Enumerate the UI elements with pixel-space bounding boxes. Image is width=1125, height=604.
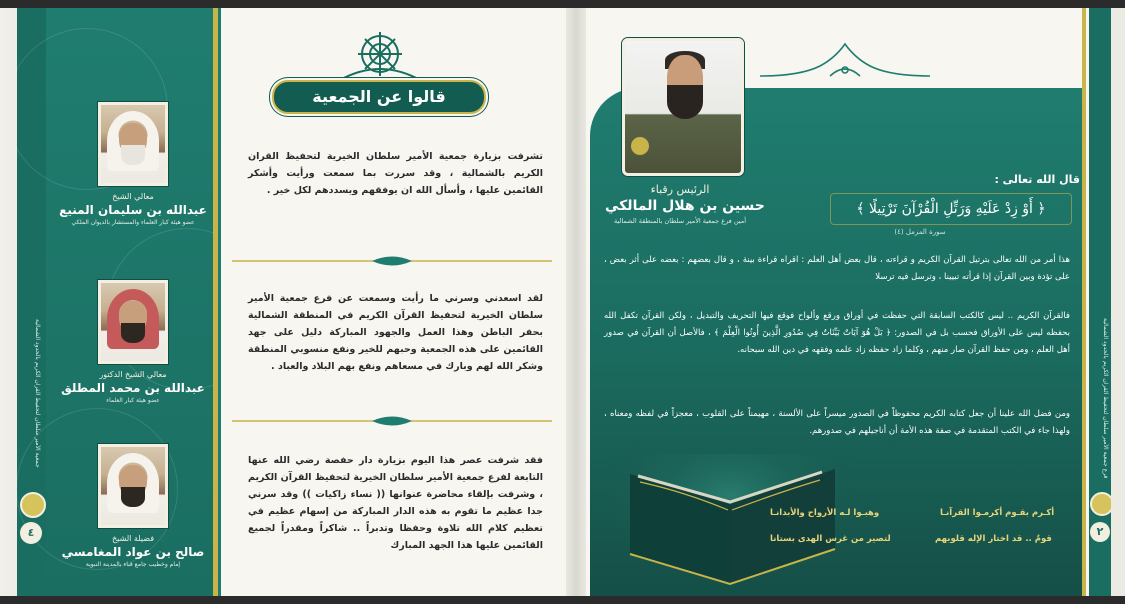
right-side-tab [1089, 8, 1111, 596]
testimonial-text: تشرفت بزيارة جمعية الأمير سلطان الخيرية لتحفيظ القران الكريم بالشمالية ، وقد سررت بما سمعت ورأيت وأشكر القائمين عليها ، وأسأل الله ان يوفقهم ويسددهم لكل خير . [248, 151, 543, 196]
surah-reference: سورة المزمل (٤) [894, 228, 946, 236]
poem-line: قومٌ .. قد اختار الإله قلوبهم [935, 534, 1052, 544]
person-name: صالح بن عواد المغامسي [61, 545, 205, 559]
left-page-number: ٤ [20, 522, 42, 544]
poem-line: لتصير من غرس الهدى بستانا [770, 534, 891, 544]
intro-label: قال الله تعالى : [994, 173, 1080, 186]
person-photo [98, 444, 168, 528]
left-side-tab-text: جمعية الأمير سلطان لتحفيظ القرآن الكريم بالحدود الشمالية [34, 319, 41, 468]
right-page-number: ٢ [1090, 522, 1110, 542]
person-role: عضو هيئة كبار العلماء والمستشار بالديوان الملكي [71, 219, 195, 226]
magazine-spread [0, 8, 1125, 596]
testimonial-text: فقد شرفت عصر هذا اليوم بزيارة دار حفصة رضي الله عنها التابعة لفرع جمعية الأمير سلطان الخيرية لتحفيظ القرآن الكريم ، وشرفت بإلقاء محاضرة عنوانها (( نساء زاكيات )) وقد سرني جدا عظيم ما تقوم به هذه الدار المباركة من إسهام عظيم في تعظيم كلام الله تلاوة وحفظا وتدبراً .. شاكراً ومقدراً لجميع القائمين عليها هذا الجهد المبارك [248, 455, 543, 551]
chief-name: حسين بن هلال المالكي [605, 198, 765, 214]
body-paragraph: هذا أمر من الله تعالى بترتيل القرآن الكريم و قراءته ، قال بعض أهل العلم : اقراه قراءة بينة ، و قال بعضهم : بعضه على أثر بعض ، على تؤدة وبين القرآن إذا قرأته تبيينا ، وترسل فيه ترسلا [604, 255, 1070, 282]
person-name: عبدالله بن سليمان المنيع [59, 203, 207, 217]
ornament-icon [335, 28, 425, 86]
quran-verse: ﴿ أَوْ زِدْ عَلَيْهِ وَرَتِّلِ الْقُرْآنَ تَرْتِيلًا ﴾ [830, 193, 1072, 225]
person-card [58, 280, 208, 404]
body-paragraph: ومن فضل الله علينا أن جعل كتابه الكريم محفوظاً في الصدور ميسراً على الألسنة ، مهيمناً على القلوب ، معجزاً في لفظه ومعناه ، ولهذا جاء في الكتب المتقدمة في صفة هذه الأمة أن أناجيلهم في صدورهم. [604, 409, 1070, 436]
person-name: عبدالله بن محمد المطلق [61, 381, 205, 395]
person-role: عضو هيئة كبار العلماء [106, 397, 160, 404]
testimonial-text: لقد اسعدني وسرني ما رأيت وسمعت عن فرع جمعية الأمير سلطان الخيرية لتحفيظ القرآن الكريم في المنطقة الشمالية بحفر الباطن وهذا العمل والجهود المباركة دليل على جهد القائمين على هذه الجمعية وحبهم للخير ونفع منسوبي المنطقة وشكر الله لهم وبارك في مسعاهم ونفع بهم البلاد والعباد . [248, 293, 543, 372]
divider-ornament-icon [232, 256, 552, 266]
chief-photo [622, 38, 744, 176]
chief-role: أمين فرع جمعية الأمير سلطان بالمنطقة الشمالية [613, 217, 747, 225]
poem-line: وهبـوا لـه الأرواح والأبدانـا [770, 508, 880, 518]
person-card [58, 102, 208, 226]
poem-line: أكـرم بقـوم أكرمـوا القرآنـا [940, 508, 1055, 518]
person-photo [98, 102, 168, 186]
page-gutter [566, 8, 586, 596]
person-title: فضيلة الشيخ [111, 534, 155, 543]
divider-ornament-icon [232, 416, 552, 426]
person-photo [98, 280, 168, 364]
right-page-edge [1111, 8, 1125, 596]
person-card [58, 444, 208, 568]
person-role: إمام وخطيب جامع قباء بالمدينة النبوية [85, 561, 181, 568]
ornament-icon [760, 40, 930, 82]
body-paragraph: فالقرآن الكريم .. ليس كالكتب السابقة التي حفظت في أوراق ورقع وألواح فوقع فيها التحريف والتبديل ، ولكن القرآن تكفل الله بحفظه ليس على الأوراق فحسب بل في الصدور: ﴿ بَلْ هُوَ آيَاتٌ بَيِّنَاتٌ فِي صُدُورِ الَّذِينَ أُوتُوا الْعِلْمَ ﴾ ، فالأصل أن القرآن في صدور أهل العلم ، ومن حفظ القرآن صار منهم ، وكلما زاد حفظه زاد علمه وفقهه في دين الله سبحانه. [604, 311, 1070, 355]
chief-title: الرئيس رقباء [650, 183, 710, 196]
page-title: قالوا عن الجمعية [272, 80, 486, 114]
right-side-tab-text: فرع جمعية الأمير سلطان لتحفيظ القرآن الكريم بالحدود الشمالية [1102, 317, 1109, 478]
person-title: معالي الشيخ [112, 192, 154, 201]
quran-book-icon [610, 454, 850, 594]
person-title: معالي الشيخ الدكتور [99, 370, 167, 379]
